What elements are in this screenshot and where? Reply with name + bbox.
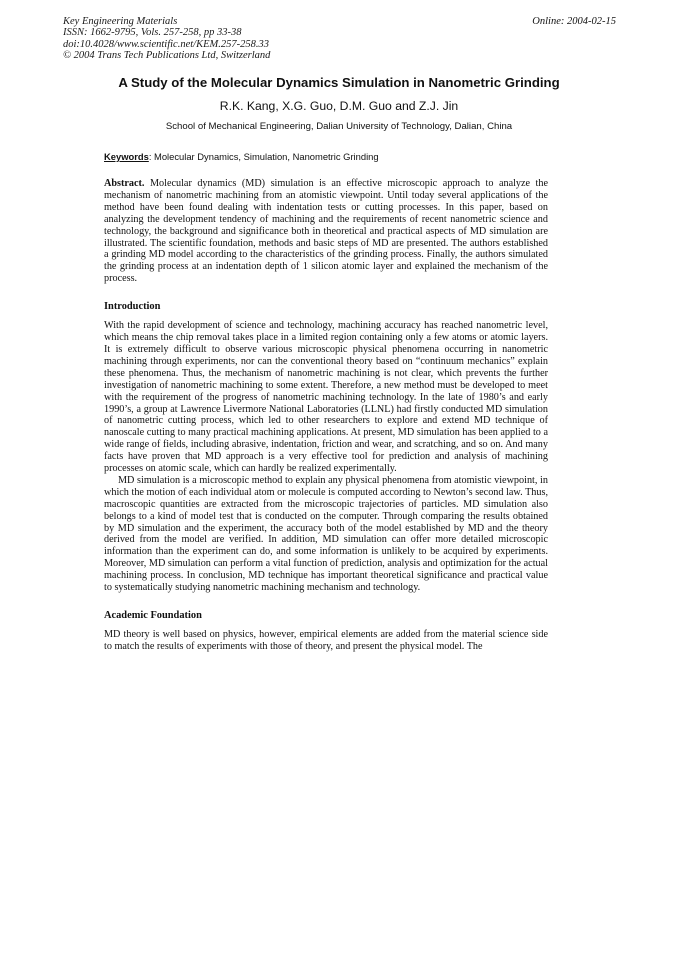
- abstract-label: Abstract.: [104, 178, 145, 189]
- issn-line: ISSN: 1662-9795, Vols. 257-258, pp 33-38: [63, 27, 242, 39]
- introduction-paragraph-2: MD simulation is a microscopic method to explain any physical phenomena from atomistic viewpoint, in which the motion of each individual atom or molecule is computed according to Newton’s second law. Thus, macroscopic quantities are extracted from the microscopic trajectories of particles. MD simulation also belongs to a kind of model test that is conducted on the computer. Through comparing the results obtained by MD simulation and the experiment, the accuracy both of the model established by MD and the theory derived from the model are verified. In addition, MD simulation can offer more detailed microscopic information than the experiment can do, and some information is unlikely to be acquired by experiments. Moreover, MD simulation can perform a vital function of prediction, analysis and optimization for the actual machining process. In conclusion, MD technique has important theoretical significance and practical value to systematically studying nanometric machining mechanism and technology.: [104, 474, 548, 594]
- academic-foundation-heading: Academic Foundation: [104, 610, 202, 621]
- journal-name: Key Engineering Materials: [63, 16, 178, 27]
- journal-metadata: [63, 16, 270, 62]
- keywords-line: [104, 151, 379, 163]
- paper-body: [104, 178, 548, 653]
- author-affiliation: School of Mechanical Engineering, Dalian University of Technology, Dalian, China: [165, 121, 513, 132]
- keywords-label: Keywords: [104, 151, 149, 162]
- academic-foundation-paragraph: MD theory is well based on physics, however, empirical elements are added from the material science side to match the results of experiments with those of theory, and present the physical model. The: [104, 629, 548, 652]
- introduction-paragraph-1: With the rapid development of science and technology, machining accuracy has reached nanometric level, which means the chip removal takes place in a limited region containing only a few atoms or atomic layers. It is extremely difficult to observe various microscopic physical phenomena occurring in nanometric machining through experiments, nor can the conventional theory based on “continuum mechanics” explain these phenomena. Thus, the mechanism of nanometric machining is not clear, which prevents the further investigation of nanometric machining to some extent. Therefore, a new method must be developed to meet with the requirement of the progress of nanometric machining technology. In the late of 1980’s and early 1990’s, a group at Lawrence Livermore National Laboratories (LLNL) had firstly conducted MD simulation of nanometric cutting process, which led to other researchers to explore and extend MD technique of nanoscale cutting to many practical machining applications. At present, MD simulation has been applied to a wide range of fields, including abrasive, indentation, friction and wear, and scratching, and so on. And many facts have proven that MD approach is a very effective tool for prediction and analysis of machining processes on atomic scale, which can hardly be realized experimentally.: [104, 320, 548, 475]
- keywords-text: : Molecular Dynamics, Simulation, Nanometric Grinding: [148, 151, 379, 162]
- introduction-heading: Introduction: [104, 301, 161, 313]
- abstract-text: Molecular dynamics (MD) simulation is an effective microscopic approach to analyze the mechanism of nanometric machining from an atomistic viewpoint. Until today several applications of the method have been found dealing with indentation tests or cutting processes. In this paper, based on analyzing the development tendency of machining and the requirements of recent nanometric science and technology, the background and significance both in theoretical and practical aspects of MD simulation are illustrated. The scientific foundation, methods and basic steps of MD are presented. The authors established a grinding MD model according to the characteristics of the grinding process. Finally, the authors simulated the grinding process at an indentation depth of 1 silicon atomic layer and explained the mechanism of the process.: [104, 178, 548, 285]
- online-date: Online: 2004-02-15: [532, 16, 616, 27]
- abstract-paragraph: [104, 178, 548, 285]
- paper-authors: R.K. Kang, X.G. Guo, D.M. Guo and Z.J. Jin: [219, 99, 459, 113]
- paper-title: A Study of the Molecular Dynamics Simulation in Nanometric Grinding: [118, 75, 560, 90]
- copyright-line: © 2004 Trans Tech Publications Ltd, Switzerland: [63, 50, 271, 62]
- doi-line: doi:10.4028/www.scientific.net/KEM.257-258.33: [63, 38, 269, 50]
